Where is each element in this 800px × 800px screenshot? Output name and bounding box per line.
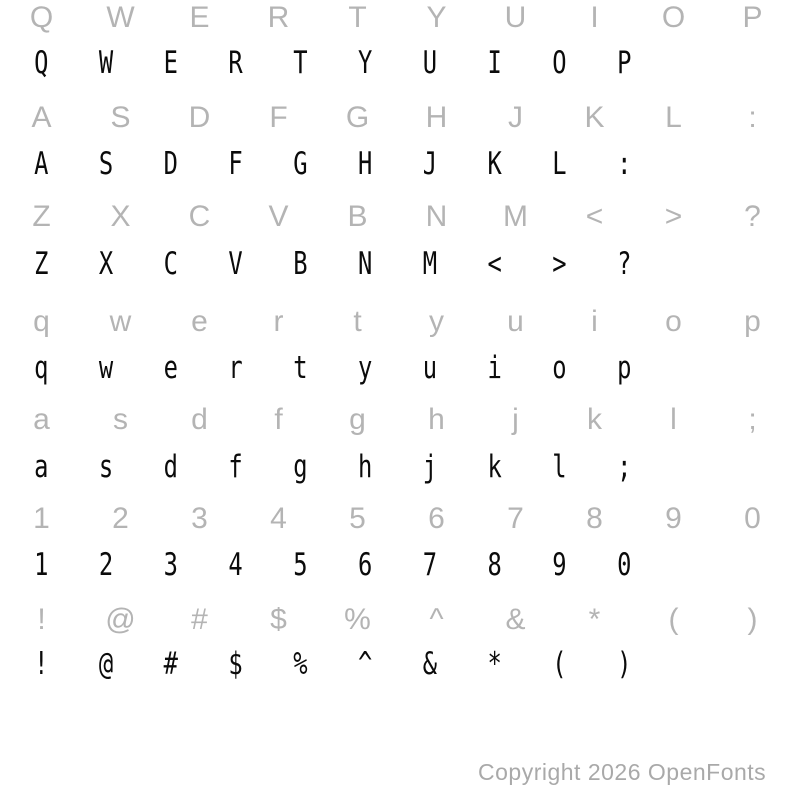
glyph-cell: ?: [744, 200, 761, 233]
copyright-text: Copyright 2026 OpenFonts: [478, 759, 767, 785]
glyph-cell: !: [37, 603, 46, 636]
glyph-cell: h: [357, 447, 373, 485]
symbols-row-reference: [0, 600, 800, 640]
glyph-cell: P: [617, 43, 632, 81]
glyph-cell: F: [228, 144, 243, 182]
glyph-cell: R: [267, 1, 290, 34]
digits-row-reference: [0, 499, 800, 539]
glyph-cell: i: [591, 305, 598, 338]
glyph-cell: l: [670, 403, 677, 436]
uppercase-top-row-reference: [0, 0, 800, 38]
glyph-cell: U: [504, 1, 527, 34]
uppercase-bottom-row-sample: [7, 241, 665, 284]
glyph-cell: V: [268, 200, 289, 233]
glyph-cell: L: [552, 144, 567, 182]
glyph-cell: T: [293, 43, 308, 81]
glyph-cell: I: [487, 43, 502, 81]
glyph-cell: f: [228, 447, 243, 485]
glyph-cell: 7: [422, 545, 438, 583]
lowercase-home-row-sample: [7, 444, 665, 487]
glyph-cell: ^: [357, 644, 373, 682]
glyph-cell: V: [228, 244, 243, 282]
glyph-cell: B: [347, 200, 368, 233]
glyph-cell: 6: [428, 502, 445, 535]
glyph-cell: E: [163, 43, 178, 81]
glyph-cell: *: [487, 644, 502, 682]
glyph-cell: j: [422, 447, 438, 485]
glyph-cell: %: [293, 644, 308, 682]
glyph-cell: 9: [552, 545, 567, 583]
lowercase-top-row-sample: [7, 345, 665, 388]
glyph-cell: a: [33, 403, 50, 436]
glyph-cell: 2: [98, 545, 114, 583]
glyph-cell: 0: [744, 502, 761, 535]
lowercase-top-row-reference: [0, 302, 800, 342]
glyph-cell: D: [163, 144, 178, 182]
glyph-cell: 5: [349, 502, 366, 535]
glyph-cell: 7: [507, 502, 524, 535]
glyph-cell: Q: [29, 1, 54, 34]
glyph-cell: K: [584, 101, 605, 134]
glyph-cell: ): [617, 644, 632, 682]
glyph-cell: %: [344, 603, 371, 636]
glyph-cell: h: [428, 403, 445, 436]
glyph-cell: Z: [32, 200, 51, 233]
glyph-cell: 4: [228, 545, 243, 583]
glyph-cell: a: [34, 447, 49, 485]
glyph-cell: t: [293, 348, 308, 386]
glyph-cell: e: [191, 305, 208, 338]
glyph-cell: Q: [34, 43, 49, 81]
glyph-cell: q: [34, 348, 49, 386]
glyph-cell: $: [228, 644, 243, 682]
glyph-cell: J: [508, 101, 523, 134]
glyph-cell: Y: [357, 43, 373, 81]
glyph-cell: l: [552, 447, 567, 485]
glyph-cell: D: [188, 101, 211, 134]
glyph-cell: P: [742, 1, 763, 34]
uppercase-top-row-sample: [7, 40, 665, 83]
glyph-cell: q: [33, 305, 50, 338]
glyph-cell: o: [665, 305, 682, 338]
glyph-cell: k: [487, 447, 502, 485]
glyph-cell: A: [31, 101, 52, 134]
glyph-cell: K: [487, 144, 502, 182]
glyph-cell: y: [357, 348, 373, 386]
glyph-cell: 9: [665, 502, 682, 535]
glyph-cell: M: [503, 200, 528, 233]
digits-row-sample: [7, 542, 665, 585]
glyph-cell: g: [349, 403, 366, 436]
glyph-cell: !: [34, 644, 49, 682]
glyph-cell: W: [98, 43, 114, 81]
glyph-cell: w: [109, 305, 132, 338]
glyph-cell: H: [425, 101, 448, 134]
glyph-cell: ): [747, 603, 758, 636]
glyph-cell: 8: [586, 502, 603, 535]
glyph-cell: F: [269, 101, 288, 134]
glyph-cell: O: [552, 43, 567, 81]
glyph-cell: r: [273, 305, 284, 338]
glyph-cell: <: [585, 200, 604, 233]
glyph-cell: W: [106, 1, 135, 34]
glyph-cell: s: [98, 447, 114, 485]
glyph-cell: $: [270, 603, 287, 636]
glyph-cell: w: [98, 348, 114, 386]
lowercase-home-row-reference: [0, 400, 800, 440]
glyph-cell: L: [665, 101, 682, 134]
glyph-cell: 5: [293, 545, 308, 583]
glyph-cell: <: [487, 244, 502, 282]
glyph-cell: ;: [748, 403, 757, 436]
glyph-cell: C: [188, 200, 211, 233]
symbols-row-sample: [7, 641, 665, 684]
glyph-cell: G: [345, 101, 370, 134]
glyph-cell: (: [668, 603, 679, 636]
glyph-cell: &: [505, 603, 526, 636]
glyph-cell: k: [587, 403, 602, 436]
glyph-cell: p: [617, 348, 632, 386]
glyph-cell: X: [98, 244, 114, 282]
glyph-cell: g: [293, 447, 308, 485]
glyph-cell: >: [664, 200, 683, 233]
glyph-cell: @: [105, 603, 136, 636]
glyph-cell: ^: [429, 603, 444, 636]
glyph-cell: #: [163, 644, 178, 682]
glyph-cell: #: [191, 603, 208, 636]
glyph-cell: s: [113, 403, 128, 436]
glyph-cell: 6: [357, 545, 373, 583]
glyph-cell: J: [422, 144, 438, 182]
glyph-cell: u: [507, 305, 524, 338]
glyph-cell: U: [422, 43, 438, 81]
glyph-cell: 8: [487, 545, 502, 583]
glyph-cell: S: [110, 101, 131, 134]
glyph-cell: 1: [34, 545, 49, 583]
glyph-cell: 4: [270, 502, 287, 535]
glyph-cell: Z: [34, 244, 49, 282]
glyph-cell: d: [191, 403, 208, 436]
glyph-cell: 2: [112, 502, 129, 535]
glyph-cell: B: [293, 244, 308, 282]
glyph-cell: y: [429, 305, 444, 338]
uppercase-bottom-row-reference: [0, 197, 800, 237]
glyph-cell: T: [348, 1, 367, 34]
glyph-cell: @: [98, 644, 114, 682]
glyph-cell: *: [588, 603, 601, 636]
glyph-cell: 3: [163, 545, 178, 583]
glyph-cell: &: [422, 644, 438, 682]
glyph-cell: A: [34, 144, 49, 182]
glyph-cell: G: [293, 144, 308, 182]
glyph-cell: o: [552, 348, 567, 386]
glyph-cell: p: [744, 305, 761, 338]
glyph-cell: 0: [617, 545, 632, 583]
glyph-cell: Y: [426, 1, 447, 34]
glyph-cell: u: [422, 348, 438, 386]
glyph-cell: S: [98, 144, 114, 182]
glyph-cell: f: [274, 403, 283, 436]
glyph-cell: ?: [617, 244, 632, 282]
glyph-cell: i: [487, 348, 502, 386]
glyph-cell: t: [353, 305, 362, 338]
glyph-cell: N: [425, 200, 448, 233]
glyph-cell: X: [110, 200, 131, 233]
glyph-cell: >: [552, 244, 567, 282]
glyph-cell: e: [163, 348, 178, 386]
glyph-cell: R: [228, 43, 243, 81]
glyph-cell: I: [590, 1, 599, 34]
glyph-cell: M: [422, 244, 438, 282]
glyph-cell: O: [661, 1, 686, 34]
glyph-cell: E: [189, 1, 210, 34]
glyph-cell: r: [228, 348, 243, 386]
glyph-cell: H: [357, 144, 373, 182]
glyph-cell: 3: [191, 502, 208, 535]
glyph-cell: ;: [617, 447, 632, 485]
glyph-cell: 1: [33, 502, 50, 535]
glyph-cell: :: [748, 101, 757, 134]
glyph-cell: d: [163, 447, 178, 485]
glyph-cell: j: [512, 403, 519, 436]
uppercase-home-row-sample: [7, 141, 665, 184]
uppercase-home-row-reference: [0, 98, 800, 138]
glyph-cell: :: [617, 144, 632, 182]
glyph-cell: (: [552, 644, 567, 682]
glyph-cell: C: [163, 244, 178, 282]
glyph-cell: N: [357, 244, 373, 282]
